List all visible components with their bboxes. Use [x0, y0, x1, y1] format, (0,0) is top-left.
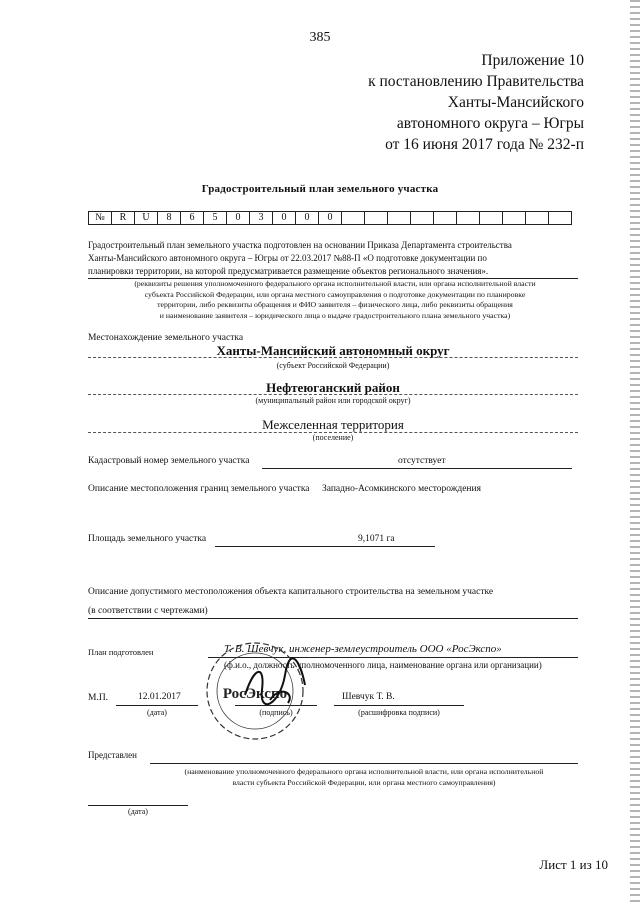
signoff-date: 12.01.2017: [138, 692, 181, 702]
settlement-caption: (поселение): [312, 433, 354, 442]
plan-number-grid: [88, 211, 572, 225]
appendix-line: Ханты-Мансийского: [447, 94, 584, 111]
borders-value: Западно-Асомкинского месторождения: [322, 484, 481, 494]
area-line: [215, 535, 435, 547]
plan-number-cell: 5: [204, 212, 227, 225]
plan-number-cell: [365, 212, 388, 225]
appendix-line: к постановлению Правительства: [368, 73, 584, 90]
basis-caption-line: субъекта Российской Федерации, или органа местного самоуправления о подготовке документации по планировке: [144, 289, 526, 299]
submitted-label: Представлен: [88, 750, 137, 760]
basis-paragraph: [88, 239, 578, 279]
location-label: Местонахождение земельного участка: [88, 333, 244, 343]
appendix-block: [368, 50, 584, 155]
stamp-text: РосЭкспо: [222, 686, 288, 702]
submitted-caption: [150, 767, 578, 788]
basis-caption-line: территории, либо реквизиты обращения и ФИО заявителя – физического лица, либо реквизиты обращения: [157, 300, 513, 309]
basis-line: планировки территории, на которой предусматривается размещение объектов регионального значения».: [88, 265, 578, 279]
borders-label: Описание местоположения границ земельного участка: [88, 484, 310, 494]
appendix-line: Приложение 10: [481, 52, 584, 69]
signature-scribble: [240, 655, 310, 710]
name-caption: (расшифровка подписи): [358, 708, 440, 717]
plan-number-cell: 3: [250, 212, 273, 225]
scan-edge: [630, 0, 640, 905]
page-number: 385: [309, 30, 331, 45]
plan-number-cell: [480, 212, 503, 225]
submitted-caption-line: (наименование уполномоченного федерального органа исполнительной власти, или органа исполнительной: [184, 767, 544, 776]
basis-caption: [70, 279, 600, 321]
settlement-value: Межселенная территория: [262, 417, 404, 432]
submitted-caption-line: власти субъекта Российской Федерации, или органа местного самоуправления): [232, 777, 496, 787]
placement-value: (в соответствии с чертежами): [88, 606, 208, 616]
sign-caption: (подпись): [259, 708, 293, 717]
submitted-date-caption: (дата): [128, 807, 148, 816]
mp-label: М.П.: [88, 693, 109, 703]
basis-caption-line: (реквизиты решения уполномоченного федерального органа исполнительной власти, или органа исполнительной власти: [134, 279, 536, 288]
cadastral-value: отсутствует: [398, 456, 446, 466]
sheet-number: Лист 1 из 10: [539, 857, 608, 872]
plan-number-cell: 0: [227, 212, 250, 225]
appendix-line: от 16 июня 2017 года № 232-п: [385, 136, 584, 153]
plan-number-cell: 0: [296, 212, 319, 225]
plan-number-cell: [388, 212, 411, 225]
plan-number-cell: 8: [158, 212, 181, 225]
plan-number-cell: [549, 212, 572, 225]
plan-number-cell: R: [112, 212, 135, 225]
plan-number-cell: 0: [319, 212, 342, 225]
district-caption: (муниципальный район или городской округ): [255, 396, 411, 405]
signoff-name: Шевчук Т. В.: [342, 692, 395, 702]
basis-caption-line: и наименование заявителя – юридического лица о выдаче градостроительного плана земельного участка): [159, 310, 511, 320]
subject-value: Ханты-Мансийский автономный округ: [216, 343, 450, 358]
appendix-line: автономного округа – Югры: [396, 115, 584, 132]
subject-caption: (субъект Российской Федерации): [276, 361, 390, 370]
plan-number-cell: [503, 212, 526, 225]
district-value: Нефтеюганский район: [266, 380, 400, 395]
plan-number-cell: U: [135, 212, 158, 225]
document-title: Градостроительный план земельного участка: [201, 183, 439, 195]
plan-number-cell: 6: [181, 212, 204, 225]
submitted-line: [150, 750, 578, 764]
cadastral-label: Кадастровый номер земельного участка: [88, 456, 250, 466]
area-label: Площадь земельного участка: [88, 534, 207, 544]
plan-number-cell: [434, 212, 457, 225]
plan-number-cell: [457, 212, 480, 225]
prepared-value: Т. В. Шевчук, инженер-землеустроитель ООО «РосЭкспо»: [224, 643, 502, 655]
basis-line: Градостроительный план земельного участка подготовлен на основании Приказа Департамента строительства: [88, 240, 512, 250]
plan-number-cell: 0: [273, 212, 296, 225]
date-caption: (дата): [147, 708, 167, 717]
plan-number-cell: №: [89, 212, 112, 225]
plan-number-cell: [411, 212, 434, 225]
prepared-label: План подготовлен: [88, 647, 154, 657]
basis-line: Ханты-Мансийского автономного округа – Югры от 22.03.2017 №88-П «О подготовке документации по: [88, 253, 487, 263]
prepared-caption: (ф.и.о., должность уполномоченного лица, наименование органа или организации): [224, 660, 542, 670]
submitted-date-line: [88, 805, 188, 806]
area-value: 9,1071 га: [358, 534, 395, 544]
plan-number-cell: [342, 212, 365, 225]
placement-label: Описание допустимого местоположения объекта капитального строительства на земельном участке: [88, 587, 494, 597]
plan-number-cell: [526, 212, 549, 225]
